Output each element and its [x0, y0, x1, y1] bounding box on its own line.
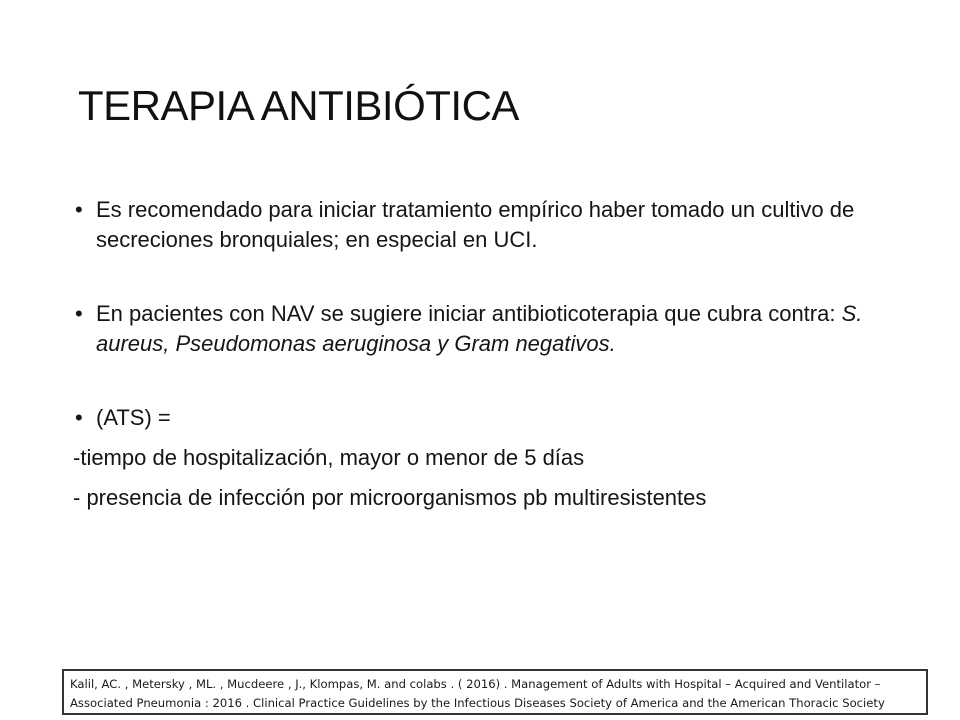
- bullet-item: [73, 403, 893, 433]
- bullet-dot: •: [75, 405, 83, 430]
- citation-box: [62, 669, 928, 715]
- bullet-item: [73, 195, 893, 255]
- bullet-dot: •: [75, 197, 83, 222]
- slide-title: TERAPIA ANTIBIÓTICA: [78, 82, 519, 129]
- bullet-text-pathogens: S. aureus, Pseudomonas aeruginosa y Gram negativos.: [96, 301, 863, 356]
- slide-body: [73, 195, 893, 513]
- citation-line: Associated Pneumonia : 2016 . Clinical Practice Guidelines by the Infectious Diseases Society of America and the American Thoracic Society: [70, 696, 885, 710]
- citation-line: Kalil, AC. , Metersky , ML. , Mucdeere , J., Klompas, M. and colabs . ( 2016) . Management of Adults with Hospital – Acquired and Ventilator –: [70, 677, 881, 691]
- text-line-multiresistentes: - presencia de infección por microorganismos pb multiresistentes: [73, 485, 707, 510]
- bullet-item: [73, 299, 893, 359]
- bullet-text-cultivo: Es recomendado para iniciar tratamiento empírico haber tomado un cultivo de secreciones bronquiales; en especial en UCI.: [96, 197, 855, 252]
- bullet-dot: •: [75, 301, 83, 326]
- bullet-text-ats: (ATS) =: [96, 405, 171, 430]
- bullet-text-nav: En pacientes con NAV se sugiere iniciar antibioticoterapia que cubra contra:: [96, 301, 842, 326]
- text-line-hospitalizacion: -tiempo de hospitalización, mayor o menor de 5 días: [73, 445, 585, 470]
